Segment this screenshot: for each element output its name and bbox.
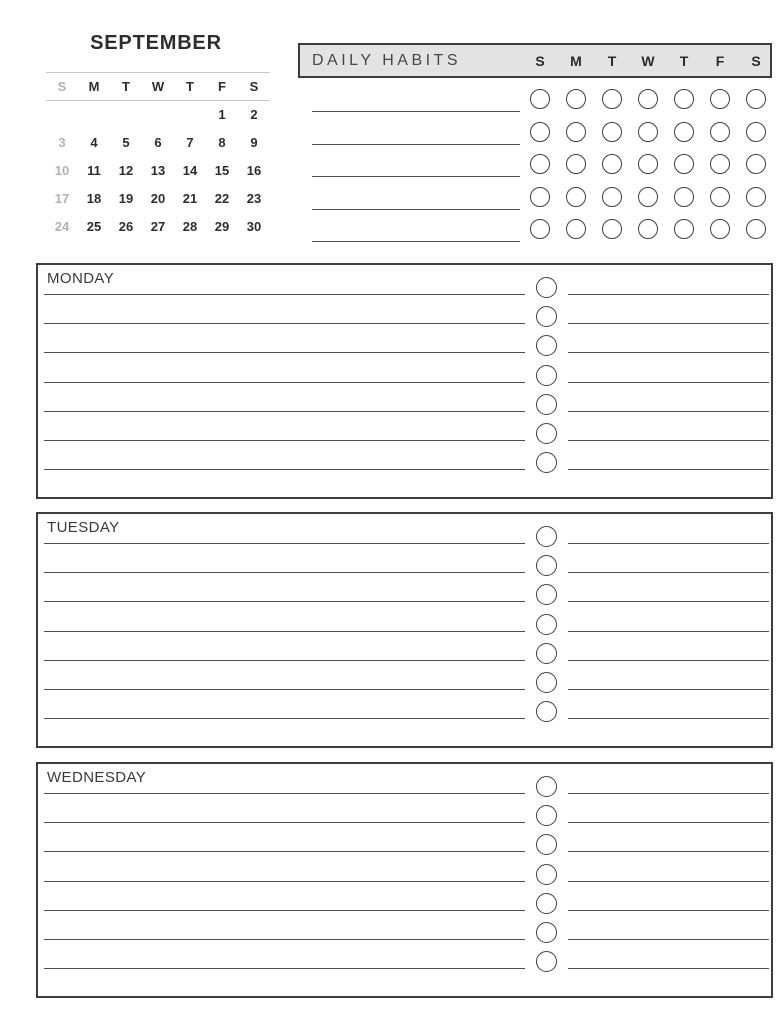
habit-checkbox-cell	[522, 154, 558, 174]
habit-checkbox-cell	[594, 154, 630, 174]
habits-day-header: T	[679, 52, 689, 69]
entry-row	[44, 411, 771, 441]
calendar-date: 6	[154, 134, 162, 150]
habit-checkbox-cell	[558, 154, 594, 174]
habits-day-header: W	[641, 52, 655, 69]
habit-checkbox-circle[interactable]	[530, 122, 550, 142]
habit-checkbox-circle[interactable]	[566, 187, 586, 207]
habit-checkbox-cell	[594, 122, 630, 142]
habits-day-header: M	[570, 52, 582, 69]
calendar-day-header: S	[57, 78, 67, 94]
habit-checkbox-circle[interactable]	[530, 219, 550, 239]
habit-checkbox-circle[interactable]	[530, 89, 550, 109]
day-label: MONDAY	[47, 270, 115, 287]
habits-day-header: T	[607, 52, 617, 69]
calendar-date: 10	[54, 162, 70, 178]
habit-checkbox-cell	[522, 89, 558, 109]
habit-checkbox-circle[interactable]	[710, 219, 730, 239]
habit-checkbox-cell	[666, 219, 702, 239]
day-section-monday	[36, 263, 773, 499]
habit-checkbox-cell	[594, 219, 630, 239]
habit-checkbox-circle[interactable]	[674, 122, 694, 142]
entry-row	[44, 852, 771, 882]
entry-line[interactable]	[44, 469, 525, 470]
entry-row	[44, 910, 771, 940]
calendar-date: 16	[246, 162, 262, 178]
habit-checkbox-circle[interactable]	[746, 187, 766, 207]
habit-checkbox-cell	[558, 219, 594, 239]
habit-name-line[interactable]	[312, 144, 520, 145]
habit-checkbox-cell	[702, 122, 738, 142]
calendar-date: 4	[90, 134, 98, 150]
habit-checkbox-circle[interactable]	[530, 154, 550, 174]
day-label: WEDNESDAY	[47, 769, 147, 786]
day-entry-rows	[44, 764, 771, 996]
habit-checkbox-cell	[558, 122, 594, 142]
note-line[interactable]	[568, 718, 769, 719]
habit-checkbox-cell	[666, 187, 702, 207]
entry-row	[44, 353, 771, 383]
habit-checkbox-cell	[702, 187, 738, 207]
note-line[interactable]	[568, 968, 769, 969]
habit-checkbox-cell	[630, 219, 666, 239]
calendar-day-header: T	[186, 78, 194, 94]
day-entry-rows	[44, 265, 771, 497]
habit-checkbox-circle[interactable]	[602, 154, 622, 174]
habit-checkbox-cell	[558, 89, 594, 109]
calendar-date: 5	[122, 134, 130, 150]
day-label: TUESDAY	[47, 519, 120, 536]
entry-row	[44, 514, 771, 544]
entry-row	[44, 543, 771, 573]
habit-checkbox-cell	[594, 187, 630, 207]
entry-row	[44, 660, 771, 690]
calendar-date: 23	[246, 190, 262, 206]
entry-circle[interactable]	[536, 452, 557, 473]
calendar-day-header: T	[122, 78, 130, 94]
habit-row	[312, 212, 774, 242]
habit-checkbox-cell	[702, 154, 738, 174]
entry-row	[44, 265, 771, 295]
entry-row	[44, 881, 771, 911]
calendar-date: 13	[150, 162, 166, 178]
calendar-date: 20	[150, 190, 166, 206]
habit-checkbox-circle[interactable]	[746, 219, 766, 239]
habit-checkbox-cell	[702, 219, 738, 239]
day-section-wednesday	[36, 762, 773, 998]
habit-checkbox-circle[interactable]	[710, 187, 730, 207]
habit-checkbox-cell	[522, 187, 558, 207]
habit-name-line[interactable]	[312, 176, 520, 177]
entry-row	[44, 602, 771, 632]
habit-checkbox-circle[interactable]	[674, 154, 694, 174]
daily-habits-title: DAILY HABITS	[312, 51, 461, 69]
entry-circle[interactable]	[536, 701, 557, 722]
habit-checkbox-circle[interactable]	[746, 89, 766, 109]
calendar-date: 18	[86, 190, 102, 206]
calendar-title: SEPTEMBER	[90, 32, 222, 54]
habit-checkbox-circle[interactable]	[638, 89, 658, 109]
calendar-date: 28	[182, 218, 198, 234]
entry-row	[44, 294, 771, 324]
entry-line[interactable]	[44, 968, 525, 969]
habit-checkbox-circle[interactable]	[638, 219, 658, 239]
habit-checkboxes	[522, 89, 774, 109]
habit-checkbox-cell	[522, 122, 558, 142]
habit-checkbox-cell	[630, 122, 666, 142]
calendar-date: 7	[186, 134, 194, 150]
habit-checkbox-circle[interactable]	[746, 154, 766, 174]
calendar-date: 24	[54, 218, 70, 234]
entry-row	[44, 822, 771, 852]
calendar-date: 14	[182, 162, 198, 178]
habit-checkbox-cell	[666, 154, 702, 174]
habit-checkbox-circle[interactable]	[710, 122, 730, 142]
day-section-tuesday	[36, 512, 773, 748]
habit-checkbox-circle[interactable]	[602, 89, 622, 109]
habits-day-header: S	[751, 52, 761, 69]
habits-day-header-row	[522, 43, 774, 78]
calendar-day-header: W	[151, 78, 165, 94]
entry-row	[44, 440, 771, 470]
habit-checkbox-cell	[630, 187, 666, 207]
entry-row	[44, 689, 771, 719]
habit-checkboxes	[522, 122, 774, 142]
calendar-date: 30	[246, 218, 262, 234]
habit-checkbox-cell	[630, 89, 666, 109]
calendar-date: 27	[150, 218, 166, 234]
habit-checkbox-cell	[702, 89, 738, 109]
habit-row	[312, 82, 774, 112]
habit-checkbox-circle[interactable]	[566, 122, 586, 142]
day-entry-rows	[44, 514, 771, 746]
habit-checkbox-circle[interactable]	[602, 219, 622, 239]
calendar-date: 2	[250, 106, 258, 122]
calendar-date: 8	[218, 134, 226, 150]
habit-checkbox-circle[interactable]	[638, 187, 658, 207]
habit-checkbox-circle[interactable]	[566, 154, 586, 174]
entry-row	[44, 572, 771, 602]
habit-checkbox-circle[interactable]	[602, 187, 622, 207]
habit-checkbox-cell	[738, 89, 774, 109]
habit-checkbox-circle[interactable]	[566, 89, 586, 109]
habit-row	[312, 147, 774, 177]
calendar-date: 21	[182, 190, 198, 206]
calendar-date: 19	[118, 190, 134, 206]
entry-row	[44, 382, 771, 412]
calendar-date: 12	[118, 162, 134, 178]
calendar-day-header: M	[88, 78, 100, 94]
habit-checkbox-cell	[630, 154, 666, 174]
habit-checkboxes	[522, 154, 774, 174]
habit-checkbox-circle[interactable]	[674, 187, 694, 207]
entry-row	[44, 764, 771, 794]
habit-row	[312, 115, 774, 145]
calendar-date: 29	[214, 218, 230, 234]
habit-checkboxes	[522, 187, 774, 207]
habit-checkbox-circle[interactable]	[638, 154, 658, 174]
habit-checkbox-circle[interactable]	[566, 219, 586, 239]
calendar-date: 22	[214, 190, 230, 206]
calendar-date: 1	[218, 106, 226, 122]
habit-checkbox-cell	[522, 219, 558, 239]
entry-circle[interactable]	[536, 951, 557, 972]
note-line[interactable]	[568, 469, 769, 470]
habit-name-line[interactable]	[312, 111, 520, 112]
calendar-date: 26	[118, 218, 134, 234]
calendar-date: 9	[250, 134, 258, 150]
habit-checkbox-cell	[666, 89, 702, 109]
entry-row	[44, 631, 771, 661]
habit-checkbox-cell	[738, 122, 774, 142]
entry-row	[44, 793, 771, 823]
calendar-date: 3	[58, 134, 66, 150]
entry-row	[44, 939, 771, 969]
calendar-day-header: F	[218, 78, 226, 94]
habit-checkbox-cell	[738, 219, 774, 239]
calendar-day-header: S	[249, 78, 259, 94]
calendar-date: 15	[214, 162, 230, 178]
habit-checkbox-circle[interactable]	[710, 154, 730, 174]
habit-checkbox-circle[interactable]	[602, 122, 622, 142]
habits-day-header: F	[715, 52, 725, 69]
habit-checkbox-circle[interactable]	[674, 219, 694, 239]
habit-name-line[interactable]	[312, 209, 520, 210]
habit-checkboxes	[522, 219, 774, 239]
habit-checkbox-cell	[594, 89, 630, 109]
habit-checkbox-circle[interactable]	[638, 122, 658, 142]
habit-name-line[interactable]	[312, 241, 520, 242]
habits-day-header: S	[535, 52, 545, 69]
habit-checkbox-cell	[738, 154, 774, 174]
entry-line[interactable]	[44, 718, 525, 719]
entry-row	[44, 323, 771, 353]
calendar-date: 17	[54, 190, 70, 206]
habit-checkbox-circle[interactable]	[530, 187, 550, 207]
habit-checkbox-cell	[738, 187, 774, 207]
habit-row	[312, 180, 774, 210]
calendar-date: 11	[87, 162, 101, 178]
habit-checkbox-circle[interactable]	[746, 122, 766, 142]
habit-checkbox-circle[interactable]	[674, 89, 694, 109]
habit-checkbox-circle[interactable]	[710, 89, 730, 109]
habit-checkbox-cell	[666, 122, 702, 142]
habit-checkbox-cell	[558, 187, 594, 207]
calendar-date: 25	[86, 218, 102, 234]
